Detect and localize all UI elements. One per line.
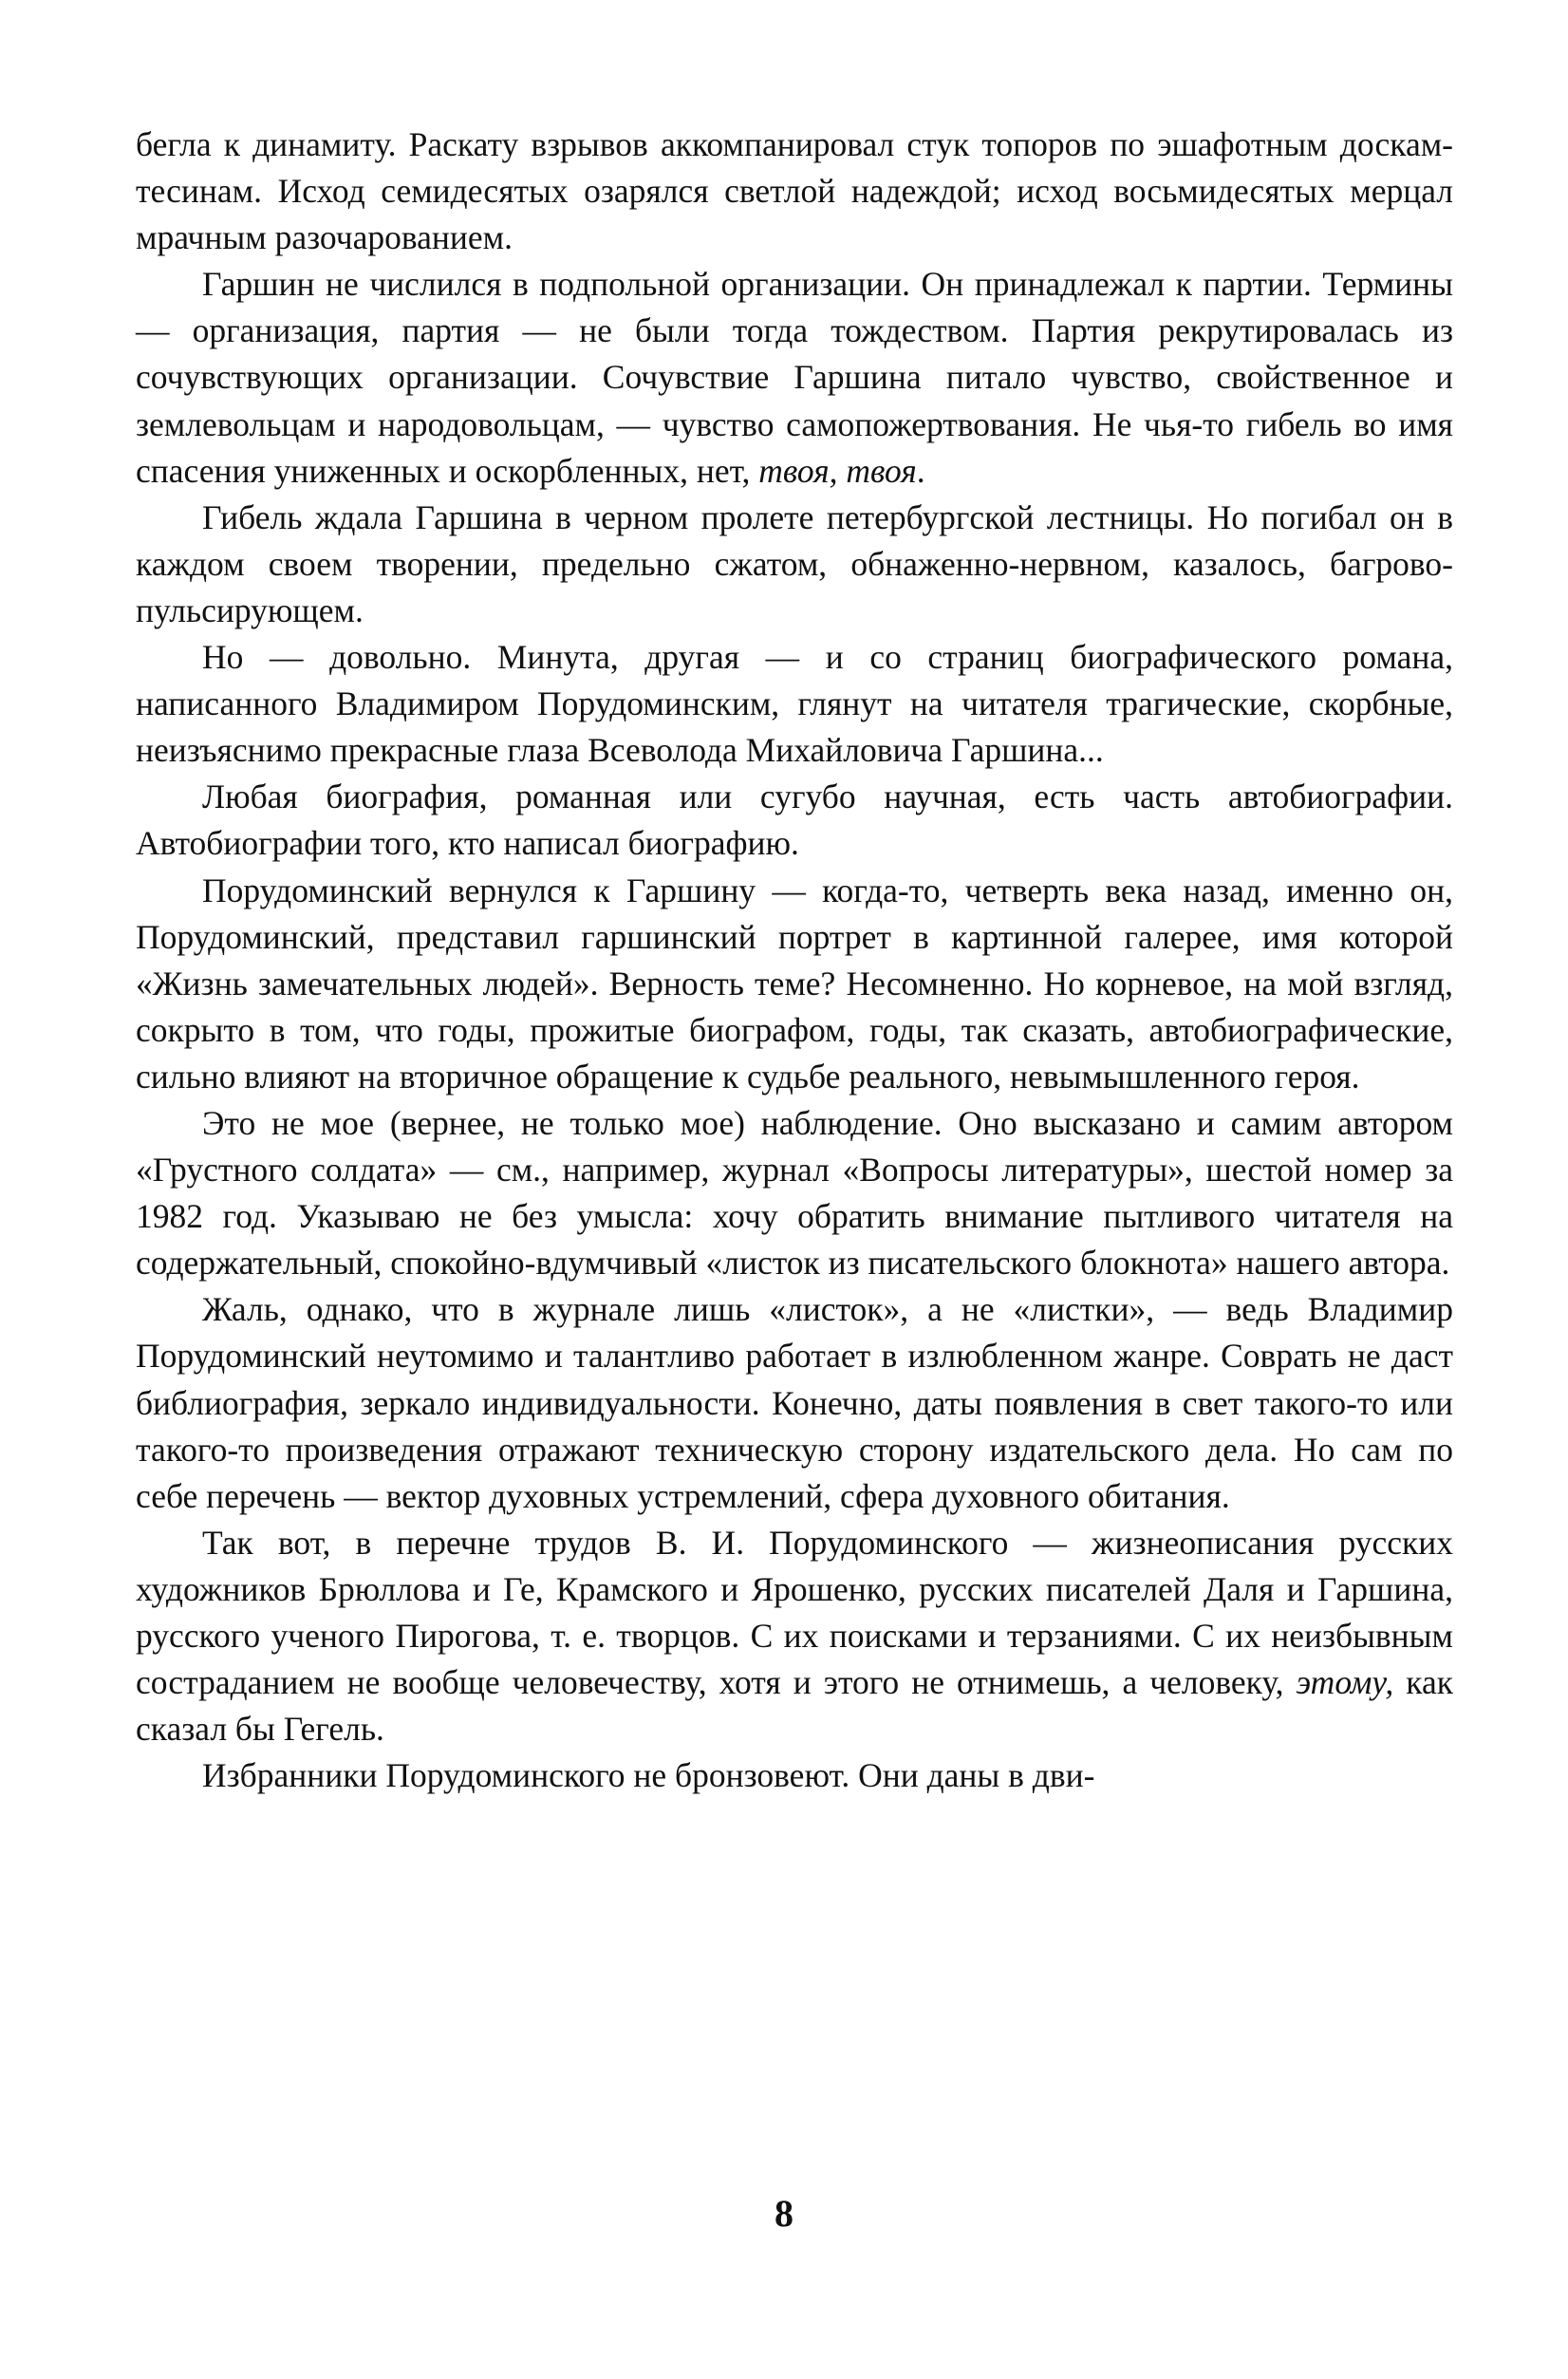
italic-word: этому,	[1296, 1663, 1394, 1702]
paragraph-9: Так вот, в перечне трудов В. И. Порудоминского — жизнеописания русских художников Брюллова и Ге, Крамского и Ярошенко, русских писателей Даля и Гаршина, русского ученого Пирогова, т. е. творцов. С их поисками и терзаниями. С их неизбывным состраданием не вообще человечеству, хотя и этого не отнимешь, а человеку, этому, как сказал бы Гегель.	[136, 1523, 1454, 1749]
paragraph-3: Гибель ждала Гаршина в черном пролете петербургской лестницы. Но погибал он в каждом своем творении, предельно сжатом, обнаженно-нервном, казалось, багрово-пульсирующем.	[136, 497, 1453, 629]
italic-phrase: твоя, твоя	[758, 451, 917, 490]
paragraph-10: Избранники Порудоминского не бронзовеют. Они даны в дви-	[202, 1756, 1095, 1795]
page-number: 8	[775, 2192, 793, 2235]
paragraph-6: Порудоминский вернулся к Гаршину — когда-то, четверть века назад, именно он, Порудоминский, представил гаршинский портрет в картинной галерее, имя которой «Жизнь замечательных людей». Верность теме? Несомненно. Но корневое, на мой взгляд, сокрыто в том, что годы, прожитые биографом, годы, так сказать, автобиографические, сильно влияют на вторичное обращение к судьбе реального, невымышленного героя.	[136, 871, 1453, 1096]
paragraph-2: Гаршин не числился в подпольной организации. Он принадлежал к партии. Термины — организация, партия — не были тогда тождеством. Партия рекрутировалась из сочувствующих организации. Сочувствие Гаршина питало чувство, свойственное и землевольцам и народовольцам, — чувство самопожертвования. Не чья-то гибель во имя спасения униженных и оскорбленных, нет, твоя, твоя.	[136, 265, 1453, 490]
paragraph-1: бегла к динамиту. Раскату взрывов аккомпанировал стук топоров по эшафотным доскам-тесинам. Исход семидесятых озарялся светлой надеждой; исход восьмидесятых мерцал мрачным разочарованием.	[136, 125, 1453, 257]
paragraph-8: Жаль, однако, что в журнале лишь «листок», а не «листки», — ведь Владимир Порудоминский неутомимо и талантливо работает в излюбленном жанре. Соврать не даст библиография, зеркало индивидуальности. Конечно, даты появления в свет такого-то или такого-то произведения отражают техническую сторону издательского дела. Но сам по себе перечень — вектор духовных устремлений, сфера духовного обитания.	[136, 1290, 1453, 1515]
paragraph-4: Но — довольно. Минута, другая — и со страниц биографического романа, написанного Владимиром Порудоминским, глянут на читателя трагические, скорбные, неизъяснимо прекрасные глаза Всеволода Михайловича Гаршина...	[136, 638, 1453, 770]
paragraph-5: Любая биография, романная или сугубо научная, есть часть автобиографии. Автобиографии того, кто написал биографию.	[136, 777, 1453, 863]
paragraph-7: Это не мое (вернее, не только мое) наблюдение. Оно высказано и самим автором «Грустного солдата» — см., например, журнал «Вопросы литературы», шестой номер за 1982 год. Указываю не без умысла: хочу обратить внимание пытливого читателя на содержательный, спокойно-вдумчивый «листок из писательского блокнота» нашего автора.	[136, 1103, 1453, 1283]
page-body-text	[136, 122, 1453, 1799]
